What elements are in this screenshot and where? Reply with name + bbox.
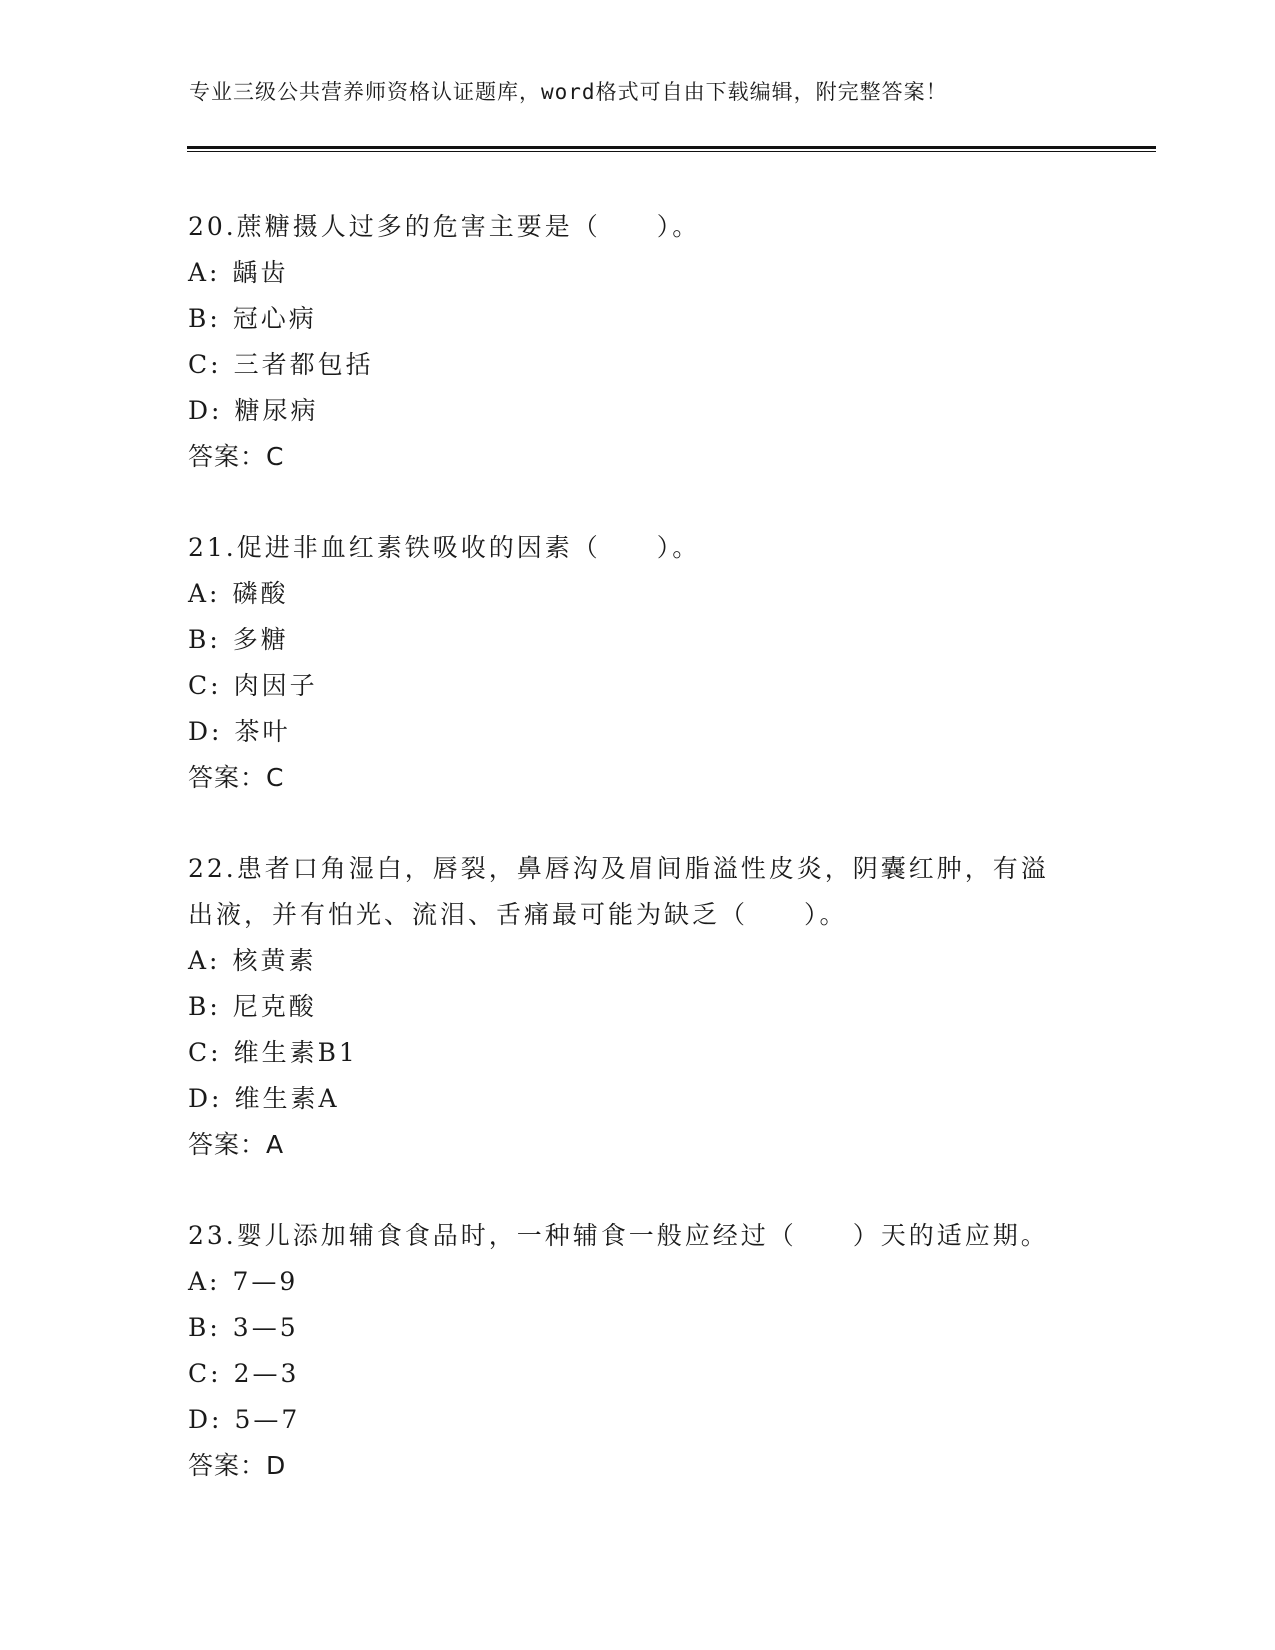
option-text: 尼克酸 <box>232 992 317 1021</box>
option-key: D: <box>188 1084 223 1113</box>
option-text: 三者都包括 <box>233 350 374 379</box>
option-text: 维生素A <box>234 1084 340 1113</box>
option-item <box>188 1397 1088 1443</box>
option-key: B: <box>188 992 221 1021</box>
option-key: C: <box>188 1359 222 1388</box>
option-key: C: <box>188 1038 222 1067</box>
answer-line: 答案：D <box>188 1451 287 1480</box>
option-key: B: <box>188 625 221 654</box>
option-text: 肉因子 <box>233 671 318 700</box>
option-key: A: <box>188 946 221 975</box>
option-text: 5—7 <box>234 1405 301 1434</box>
question-stem-line: 22.患者口角湿白，唇裂，鼻唇沟及眉间脂溢性皮炎，阴囊红肿，有溢 <box>188 854 1049 883</box>
question-block <box>188 204 1088 480</box>
option-item <box>188 984 1088 1030</box>
option-key: B: <box>188 1313 221 1342</box>
option-text: 茶叶 <box>234 717 291 746</box>
question-stem <box>188 525 1088 571</box>
option-text: 3—5 <box>232 1313 299 1342</box>
option-item <box>188 617 1088 663</box>
option-key: A: <box>188 579 221 608</box>
question-list <box>188 204 1088 1534</box>
question-stem-line: 出液，并有怕光、流泪、舌痛最可能为缺乏（ ）。 <box>188 900 848 929</box>
option-key: D: <box>188 1405 223 1434</box>
option-item <box>188 938 1088 984</box>
header-rule-thin <box>187 151 1156 152</box>
option-key: C: <box>188 671 222 700</box>
answer-line: 答案：C <box>188 442 285 471</box>
option-key: C: <box>188 350 222 379</box>
option-text: 冠心病 <box>232 304 317 333</box>
option-item <box>188 1259 1088 1305</box>
option-item <box>188 1305 1088 1351</box>
answer-line: 答案：C <box>188 763 285 792</box>
option-text: 多糖 <box>232 625 289 654</box>
question-stem-line: 23.婴儿添加辅食食品时，一种辅食一般应经过（ ）天的适应期。 <box>188 1221 1049 1250</box>
option-item <box>188 571 1088 617</box>
option-text: 龋齿 <box>232 258 289 287</box>
option-item <box>188 342 1088 388</box>
question-stem-line: 21.促进非血红素铁吸收的因素（ ）。 <box>188 533 701 562</box>
option-key: D: <box>188 396 223 425</box>
option-item <box>188 663 1088 709</box>
option-item <box>188 250 1088 296</box>
option-item <box>188 1030 1088 1076</box>
option-item <box>188 296 1088 342</box>
option-text: 磷酸 <box>232 579 289 608</box>
question-stem-line: 20.蔗糖摄人过多的危害主要是（ ）。 <box>188 212 701 241</box>
option-item <box>188 1351 1088 1397</box>
option-key: A: <box>188 1267 221 1296</box>
option-text: 2—3 <box>233 1359 300 1388</box>
question-block <box>188 846 1088 1168</box>
option-key: A: <box>188 258 221 287</box>
question-block <box>188 1213 1088 1489</box>
question-stem <box>188 1213 1088 1259</box>
option-key: B: <box>188 304 221 333</box>
option-item <box>188 1076 1088 1122</box>
option-text: 7—9 <box>232 1267 299 1296</box>
header-rule-thick <box>187 146 1156 149</box>
question-block <box>188 525 1088 801</box>
option-item <box>188 709 1088 755</box>
question-stem <box>188 846 1088 938</box>
option-key: D: <box>188 717 223 746</box>
option-text: 核黄素 <box>232 946 317 975</box>
option-text: 糖尿病 <box>234 396 319 425</box>
question-stem <box>188 204 1088 250</box>
document-header: 专业三级公共营养师资格认证题库，word格式可自由下载编辑，附完整答案！ <box>189 80 948 104</box>
answer-line: 答案：A <box>188 1130 285 1159</box>
option-text: 维生素B1 <box>233 1038 358 1067</box>
option-item <box>188 388 1088 434</box>
